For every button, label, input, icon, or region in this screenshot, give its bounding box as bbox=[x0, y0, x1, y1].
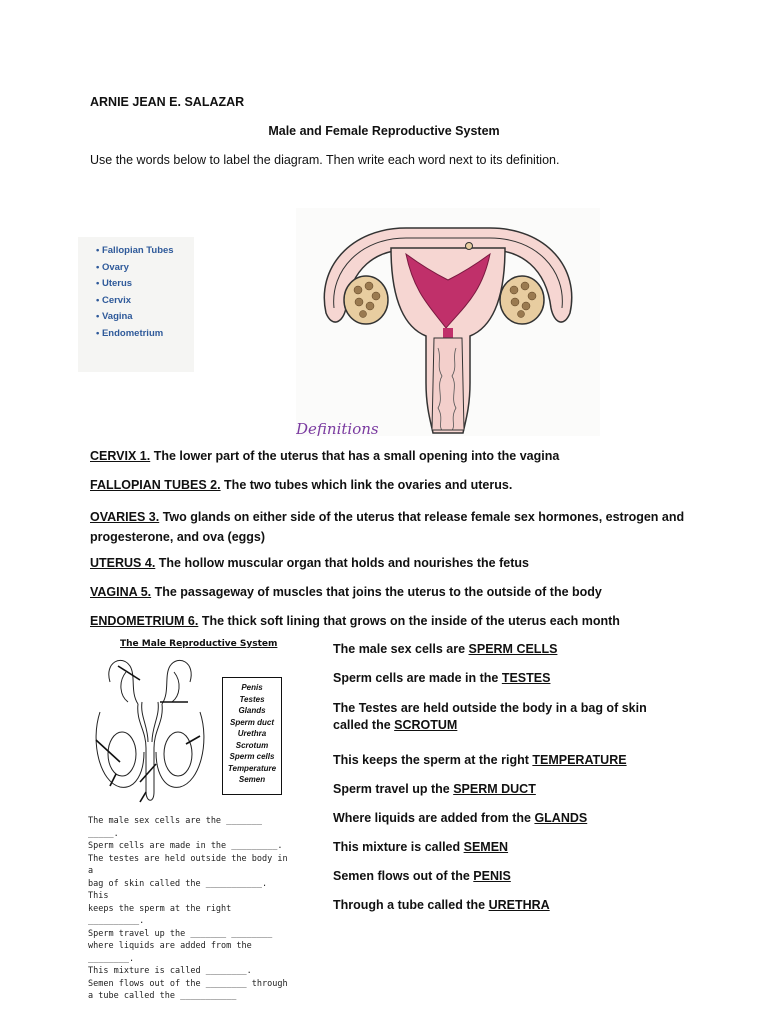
answer-glands: Where liquids are added from the GLANDS bbox=[333, 811, 588, 825]
answer-testes: Sperm cells are made in the TESTES bbox=[333, 671, 551, 685]
answer-sperm-duct: Sperm travel up the SPERM DUCT bbox=[333, 782, 536, 796]
worksheet-line: a tube called the ___________ bbox=[88, 991, 237, 1001]
answer-sperm-cells: The male sex cells are SPERM CELLS bbox=[333, 642, 558, 656]
answer-urethra: Through a tube called the URETHRA bbox=[333, 898, 550, 912]
word-bank-item: • Fallopian Tubes bbox=[96, 245, 174, 256]
definition-cervix: CERVIX 1. The lower part of the uterus that has a small opening into the vagina bbox=[90, 449, 560, 463]
worksheet-line: The male sex cells are the _______ _____. bbox=[88, 816, 262, 839]
male-word-box-item: Semen bbox=[238, 775, 266, 784]
diagram-caption: Definitions bbox=[296, 420, 379, 436]
word-bank-item: • Uterus bbox=[96, 278, 133, 289]
male-word-box-item: Scrotum bbox=[235, 740, 269, 750]
male-word-box-item: Urethra bbox=[237, 729, 267, 738]
male-word-box-item: Penis bbox=[241, 683, 263, 692]
word-bank bbox=[78, 237, 194, 372]
student-name: ARNIE JEAN E. SALAZAR bbox=[90, 95, 245, 109]
worksheet-line: The testes are held outside the body in a bbox=[88, 853, 288, 876]
answer-scrotum: The Testes are held outside the body in a bag of skin called the SCROTUM bbox=[333, 701, 647, 732]
worksheet-line: Sperm cells are made in the _________. bbox=[88, 841, 283, 851]
male-reproductive-diagram bbox=[90, 652, 218, 812]
definition-vagina: VAGINA 5. The passageway of muscles that joins the uterus to the outside of the body bbox=[90, 585, 602, 599]
answer-temperature: This keeps the sperm at the right TEMPERATURE bbox=[333, 753, 627, 767]
male-word-box bbox=[222, 677, 282, 795]
male-diagram-title: The Male Reproductive System bbox=[120, 639, 278, 649]
word-bank-item: • Vagina bbox=[96, 311, 133, 322]
male-word-box-item: Testes bbox=[239, 694, 265, 704]
male-word-box-item: Sperm cells bbox=[229, 752, 275, 761]
male-word-box-item: Temperature bbox=[227, 763, 277, 773]
worksheet-line: keeps the sperm at the right __________. bbox=[88, 903, 232, 926]
definition-uterus: UTERUS 4. The hollow muscular organ that holds and nourishes the fetus bbox=[90, 556, 529, 570]
male-word-box-item: Glands bbox=[238, 706, 266, 715]
word-bank-item: • Cervix bbox=[96, 294, 132, 306]
instructions: Use the words below to label the diagram. Then write each word next to its definition. bbox=[90, 153, 560, 167]
answer-semen: This mixture is called SEMEN bbox=[333, 840, 509, 854]
worksheet-line: This mixture is called ________. bbox=[88, 966, 252, 976]
word-bank-item: • Endometrium bbox=[96, 327, 164, 339]
definition-ovaries: OVARIES 3. Two glands on either side of the uterus that release female sex hormones, estrogen and progesterone, and ova (eggs) bbox=[90, 510, 685, 544]
word-bank-item: • Ovary bbox=[96, 261, 129, 273]
worksheet-line: Sperm travel up the _______ ________ bbox=[88, 928, 273, 939]
answer-penis: Semen flows out of the PENIS bbox=[333, 869, 511, 883]
definition-endometrium: ENDOMETRIUM 6. The thick soft lining that grows on the inside of the uterus each month bbox=[90, 614, 620, 628]
definition-fallopian-tubes: FALLOPIAN TUBES 2. The two tubes which link the ovaries and uterus. bbox=[90, 478, 513, 492]
worksheet-line: Semen flows out of the ________ through bbox=[88, 978, 288, 989]
worksheet-line: where liquids are added from the ________. bbox=[88, 941, 252, 964]
male-worksheet-text bbox=[88, 815, 288, 1003]
male-word-box-item: Sperm duct bbox=[229, 717, 274, 727]
worksheet-line: bag of skin called the ___________. This bbox=[88, 878, 268, 901]
page-title: Male and Female Reproductive System bbox=[268, 124, 500, 138]
female-reproductive-diagram bbox=[296, 208, 600, 436]
